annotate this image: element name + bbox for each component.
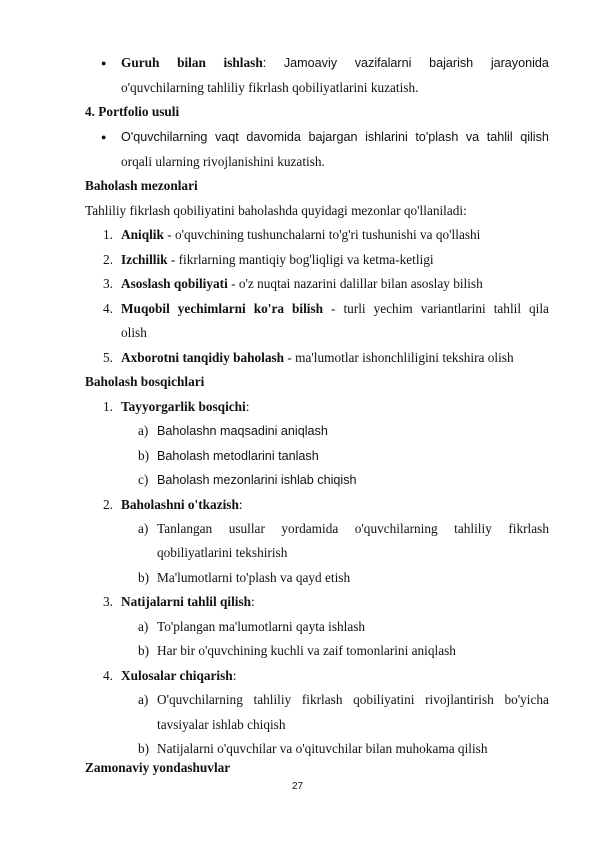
sub-letter: a) — [138, 521, 149, 536]
sub-letter: a) — [138, 692, 149, 707]
guruh-line-1: Guruh bilan ishlash: Jamoaviy vazifalarni bajarish jarayonida — [121, 55, 549, 70]
guruh-title-word: bilan — [177, 55, 206, 70]
guruh-text-word: jarayonida — [490, 56, 549, 70]
list-number: 1. — [103, 227, 113, 242]
sub-letter: b) — [138, 643, 150, 658]
portfolio-line-1: O'quvchilarning vaqt davomida bajargan ishlarini to'plash va tahlil qilish — [121, 130, 549, 144]
bullet-marker: ● — [101, 58, 107, 68]
sub-letter: b) — [138, 741, 150, 756]
stages-heading: Baholash bosqichlari — [85, 374, 205, 389]
stage-sub-item: Baholashn maqsadini aniqlash — [157, 424, 328, 438]
stage-sub-item: Ma'lumotlarni to'plash va qayd etish — [157, 570, 351, 585]
list-number: 4. — [103, 668, 113, 683]
sub-letter: a) — [138, 423, 149, 438]
criteria-intro: Tahliliy fikrlash qobiliyatini baholashda quyidagi mezonlar qo'llaniladi: — [85, 203, 467, 218]
guruh-text-word: vazifalarni — [354, 56, 412, 70]
stage-sub-item-cont: tavsiyalar ishlab chiqish — [157, 717, 286, 732]
sub-letter: c) — [138, 472, 149, 487]
stage-sub-item: Tanlangan usullar yordamida o'quvchilarning tahliliy fikrlash — [157, 521, 549, 536]
stage-title-3: Natijalarni tahlil qilish: — [121, 594, 255, 609]
stage-sub-item: Har bir o'quvchining kuchli va zaif tomonlarini aniqlash — [157, 643, 456, 658]
criteria-item-5: Axborotni tanqidiy baholash - ma'lumotlar ishonchliligini tekshira olish — [121, 350, 514, 365]
stage-sub-item-cont: qobiliyatlarini tekshirish — [157, 545, 288, 560]
guruh-title-word: Guruh — [121, 55, 160, 70]
list-number: 4. — [103, 301, 113, 316]
stage-sub-item: Baholash metodlarini tanlash — [157, 449, 319, 463]
portfolio-heading: 4. Portfolio usuli — [85, 104, 180, 119]
criteria-item-4-cont: olish — [121, 325, 147, 340]
bullet-marker: ● — [101, 132, 107, 142]
stage-sub-item: Natijalarni o'quvchilar va o'qituvchilar bilan muhokama qilish — [157, 741, 488, 756]
stage-title-2: Baholashni o'tkazish: — [121, 497, 243, 512]
stage-title-4: Xulosalar chiqarish: — [121, 668, 237, 683]
list-number: 1. — [103, 399, 113, 414]
criteria-item-3: Asoslash qobiliyati - o'z nuqtai nazarini dalillar bilan asoslay bilish — [121, 276, 483, 291]
page-number: 27 — [291, 781, 304, 792]
guruh-text-word: bajarish — [429, 56, 474, 70]
stage-sub-item: O'quvchilarning tahliliy fikrlash qobiliyatini rivojlantirish bo'yicha — [157, 692, 549, 707]
sub-letter: b) — [138, 448, 150, 463]
list-number: 3. — [103, 594, 113, 609]
criteria-item-1: Aniqlik - o'quvchining tushunchalarni to'g'ri tushunishi va qo'llashi — [121, 227, 481, 242]
guruh-line-2: o'quvchilarning tahliliy fikrlash qobiliyatlarini kuzatish. — [121, 80, 419, 95]
criteria-item-4: Muqobil yechimlarni ko'ra bilish - turli yechim variantlarini tahlil qila — [121, 301, 549, 316]
portfolio-line-2: orqali ularning rivojlanishini kuzatish. — [121, 154, 325, 169]
sub-letter: b) — [138, 570, 150, 585]
sub-letter: a) — [138, 619, 149, 634]
stage-title-1: Tayyorgarlik bosqichi: — [121, 399, 250, 414]
list-number: 2. — [103, 252, 113, 267]
criteria-item-2: Izchillik - fikrlarning mantiqiy bog'liqligi va ketma-ketligi — [121, 252, 434, 267]
guruh-text-word: Jamoaviy — [283, 56, 338, 70]
stage-sub-item: To'plangan ma'lumotlarni qayta ishlash — [157, 619, 366, 634]
list-number: 5. — [103, 350, 113, 365]
guruh-title-word: ishlash — [223, 55, 263, 70]
list-number: 2. — [103, 497, 113, 512]
modern-heading: Zamonaviy yondashuvlar — [85, 760, 231, 775]
criteria-heading: Baholash mezonlari — [85, 178, 198, 193]
stage-sub-item: Baholash mezonlarini ishlab chiqish — [157, 473, 357, 487]
list-number: 3. — [103, 276, 113, 291]
